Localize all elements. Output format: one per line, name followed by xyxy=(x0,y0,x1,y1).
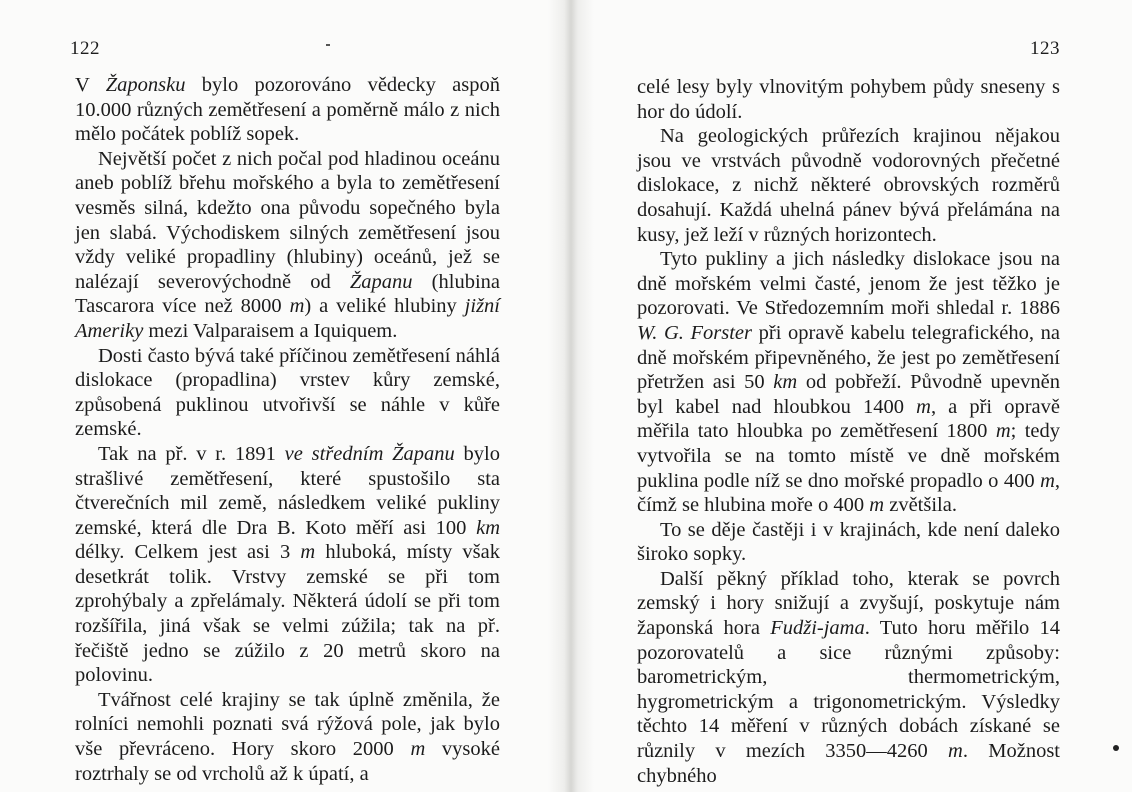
paragraph: Dosti často bývá také příčinou zemětřesení náhlá dislokace (propadlina) vrstev kůry zemské, způsobená puklinou utvořivší se náhle v kůře zemské. xyxy=(75,344,500,441)
left-page xyxy=(0,0,560,792)
right-page-text xyxy=(637,75,1060,788)
paragraph: Největší počet z nich počal pod hladinou oceánu aneb poblíž břehu mořského a byla to zemětřesení vesměs silná, kdežto ona původu sopečného byla jen slabá. Východiskem silných zemětřesení jsou vždy veliké propadliny (hlubiny) oceánů, jež se nalézají severovýchodně od Žapanu (hlubina Tascarora více než 8000 m) a veliké hlubiny jižní Ameriky mezi Valparaisem a Iquiquem. xyxy=(75,147,500,342)
paragraph: V Žaponsku bylo pozorováno vědecky aspoň 10.000 různých zemětřesení a poměrně málo z nich mělo počátek poblíž sopek. xyxy=(75,74,500,146)
paragraph: Na geologických průřezích krajinou nějakou jsou ve vrstvách původně vodorovných přečetné dislokace, z nichž některé obrovských rozměrů dosahují. Každá uhelná pánev bývá přelámána na kusy, jež leží v různých horizontech. xyxy=(637,125,1060,246)
paragraph: To se děje častěji i v krajinách, kde není daleko široko sopky. xyxy=(637,518,1060,566)
left-page-text xyxy=(75,73,500,786)
paragraph: Tak na př. v r. 1891 ve středním Žapanu bylo strašlivé zemětřesení, které spustošilo sta čtverečních mil země, následkem veliké pukliny zemské, která dle Dra B. Koto měří asi 100 km délky. Celkem jest asi 3 m hluboká, místy však desetkrát tolik. Vrstvy zemské se při tom zprohýbaly a zpřelámaly. Některá údolí se při tom rozšířila, jiná však se velmi zúžila; tak na př. řečiště jedno se zúžilo z 20 metrů skoro na polovinu. xyxy=(75,442,501,687)
paragraph: Tyto pukliny a jich následky dislokace jsou na dně mořském velmi časté, jenom že jest těžko je pozorovati. Ve Středozemním moři shledal r. 1886 W. G. Forster při opravě kabelu telegrafického, na dně mořském připevněného, že jest po zemětřesení přetržen asi 50 km od pobřeží. Původně upevněn byl kabel nad hloubkou 1400 m, a při opravě měřila tato hloubka po zemětřesení 1800 m; tedy vytvořila se na tomto místě ve dně mořském puklina podle níž se dno mořské propadlo o 400 m, čímž se hlubina moře o 400 m zvětšila. xyxy=(637,248,1061,517)
paragraph: Další pěkný příklad toho, kterak se povrch zemský i hory snižují a zvyšují, poskytuje nám žaponská hora Fudži-jama. Tuto horu měřilo 14 pozorovatelů a sice různými způsoby: barometrickým, thermometrickým, hygrometrickým a trigonometrickým. Výsledky těchto 14 měření v různých dobách získané se různily v mezích 3350—4260 m. Možnost chybného xyxy=(637,567,1061,787)
paragraph: celé lesy byly vlnovitým pohybem půdy sneseny s hor do údolí. xyxy=(637,76,1060,123)
page-number-left: 122 xyxy=(70,38,100,59)
page-number-right: 123 xyxy=(1030,38,1060,59)
paragraph: Tvářnost celé krajiny se tak úplně změnila, že rolníci nemohli poznati svá rýžová pole, jak bylo vše převráceno. Hory skoro 2000 m vysoké roztrhaly se od vrcholů až k úpatí, a xyxy=(75,688,501,785)
print-mark xyxy=(326,44,330,46)
ink-dot xyxy=(1113,745,1119,751)
right-page xyxy=(580,0,1132,792)
